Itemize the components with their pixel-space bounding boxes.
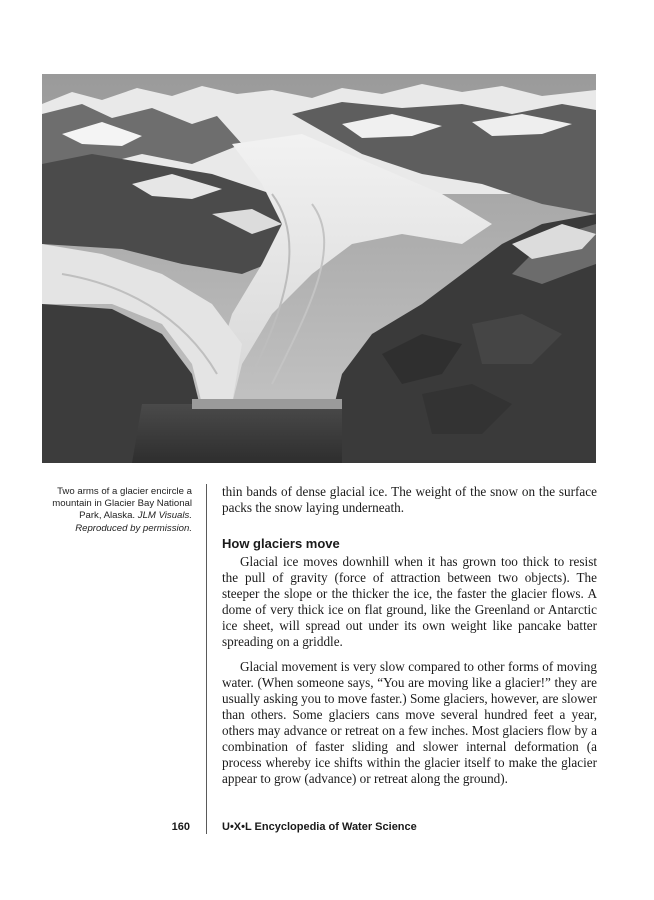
photo-caption	[28, 486, 192, 535]
glacier-photo-illustration	[42, 74, 596, 463]
page-number: 160	[171, 821, 190, 833]
paragraph-1: thin bands of dense glacial ice. The weight of the snow on the surface packs the snow laying underneath.	[222, 484, 597, 515]
paragraph-3: Glacial movement is very slow compared to other forms of moving water. (When someone says, “You are moving like a glacier!” they are usually asking you to move faster.) Some glaciers, however, are slower than others. Some glaciers cans move several hundred feet a year, others may advance or retreat on a few inches. Most glaciers flow by a combination of faster sliding and slower internal deformation (a process whereby ice shifts within the glacier itself to make the glacier appear to grow (advance) or retreat along the ground).	[222, 659, 597, 786]
caption-credit: JLM Visuals. Reproduced by permission.	[75, 510, 192, 534]
caption-text: Two arms of a glacier encircle a mountain in Glacier Bay National Park, Alaska.	[52, 486, 192, 522]
paragraph-2: Glacial ice moves downhill when it has grown too thick to resist the pull of gravity (force of attraction between two objects). The steeper the slope or the thicker the ice, the faster the glacier flows. A dome of very thick ice on flat ground, like the Greenland or Antarctic ice sheet, will spread out under its own weight like pancake batter spreading on a griddle.	[222, 554, 597, 649]
running-title: U•X•L Encyclopedia of Water Science	[222, 821, 417, 833]
column-divider	[206, 484, 207, 834]
body-text	[222, 484, 597, 787]
section-heading: How glaciers move	[222, 536, 340, 551]
glacier-photo	[42, 74, 596, 463]
